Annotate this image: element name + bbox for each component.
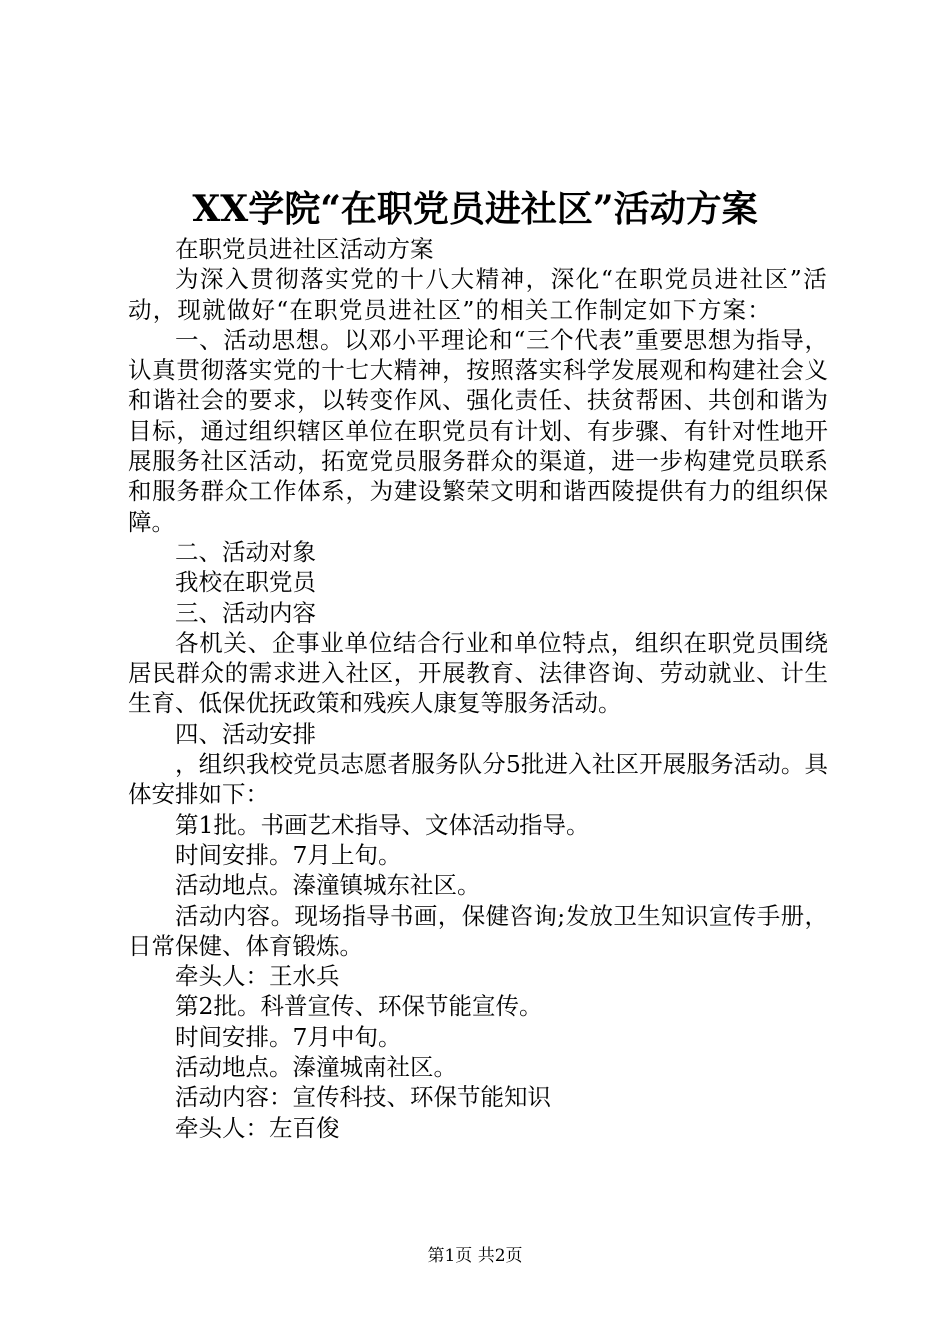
paragraph-intro: 为深入贯彻落实党的十八大精神，深化“在职党员进社区”活动，现就做好“在职党员进社区”的相关工作制定如下方案： (128, 265, 828, 324)
paragraph: 我校在职党员 (175, 568, 316, 597)
paragraph-batch-2: 第2批。科普宣传、环保节能宣传。 (175, 992, 543, 1021)
page-title: XX学院“在职党员进社区”活动方案 (192, 188, 758, 230)
document-body (128, 234, 828, 1143)
paragraph: 各机关、企事业单位结合行业和单位特点，组织在职党员围绕居民群众的需求进入社区，开展教育、法律咨询、劳动就业、计生生育、低保优抚政策和残疾人康复等服务活动。 (128, 628, 828, 718)
page-footer: 第1页 共2页 (427, 1246, 523, 1266)
paragraph-time: 时间安排。7月上旬。 (175, 840, 402, 869)
paragraph-leader: 牵头人：左百俊 (175, 1113, 340, 1142)
paragraph-section-1: 一、活动思想。以邓小平理论和“三个代表”重要思想为指导，认真贯彻落实党的十七大精神，按照落实科学发展观和构建社会义和谐社会的要求，以转变作风、强化责任、扶贫帮困、共创和谐为目标，通过组织辖区单位在职党员有计划、有步骤、有针对性地开展服务社区活动，拓宽党员服务群众的渠道，进一步构建党员联系和服务群众工作体系，为建设繁荣文明和谐西陵提供有力的组织保障。 (128, 325, 828, 536)
paragraph-location: 活动地点。溱潼城南社区。 (175, 1053, 457, 1082)
paragraph-time: 时间安排。7月中旬。 (175, 1022, 402, 1051)
paragraph-content: 活动内容：宣传科技、环保节能知识 (175, 1083, 551, 1112)
paragraph-content: 活动内容。现场指导书画，保健咨询;发放卫生知识宣传手册，日常保健、体育锻炼。 (128, 901, 828, 960)
paragraph: ，组织我校党员志愿者服务队分5批进入社区开展服务活动。具体安排如下： (128, 750, 828, 809)
paragraph-heading-3: 三、活动内容 (175, 598, 316, 627)
paragraph-location: 活动地点。溱潼镇城东社区。 (175, 871, 481, 900)
paragraph-heading-2: 二、活动对象 (175, 537, 316, 566)
paragraph-leader: 牵头人：王水兵 (175, 962, 340, 991)
paragraph-batch-1: 第1批。书画艺术指导、文体活动指导。 (175, 810, 590, 839)
paragraph-subtitle: 在职党员进社区活动方案 (175, 235, 434, 263)
paragraph-heading-4: 四、活动安排 (175, 719, 316, 748)
